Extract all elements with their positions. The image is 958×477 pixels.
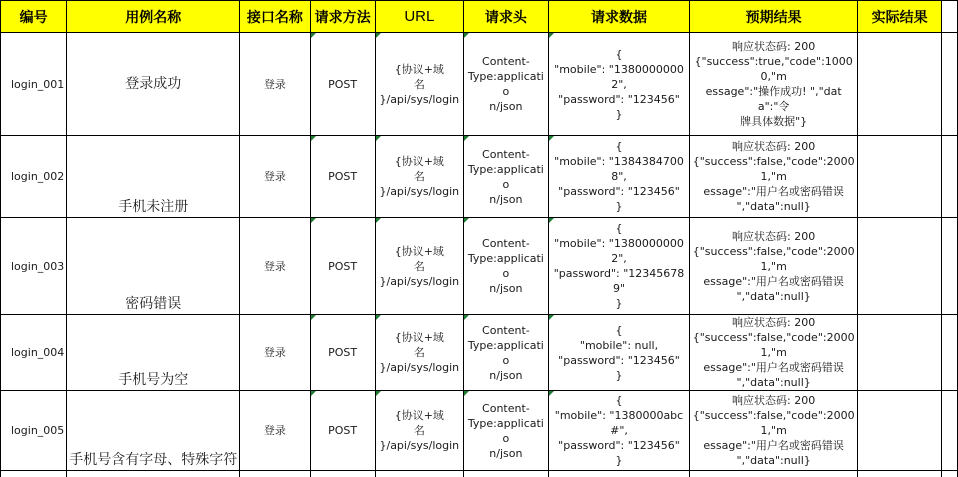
cell-actual-result[interactable] (858, 136, 942, 218)
cell-api-name[interactable] (240, 391, 310, 471)
cell-url-text: {协议+域 名 }/api/sys/login (376, 330, 463, 375)
cell-expected-result[interactable] (690, 33, 858, 136)
comment-marker-icon (549, 315, 554, 320)
cell-request-data-text: { "mobile": "1380000abc#", "password": "123456" } (549, 393, 689, 468)
cell-empty[interactable] (942, 315, 958, 391)
cell-partial[interactable] (375, 471, 463, 477)
header-row (1, 1, 958, 33)
cell-request-header-text: Content- Type:applicatio n/json (464, 323, 548, 383)
cell-id[interactable] (1, 315, 67, 391)
cell-request-data[interactable] (548, 315, 689, 391)
table-row (1, 33, 958, 136)
cell-expected-result[interactable] (690, 218, 858, 315)
header-api-name[interactable] (240, 1, 310, 33)
cell-id-text: login_002 (1, 169, 66, 184)
cell-case-name-text: 手机号含有字母、特殊字符 (67, 453, 239, 470)
cell-request-header-text: Content- Type:applicatio n/json (464, 147, 548, 207)
cell-request-data[interactable] (548, 136, 689, 218)
cell-case-name[interactable] (67, 391, 240, 471)
comment-marker-icon (549, 136, 554, 141)
cell-url-text: {协议+域 名 }/api/sys/login (376, 408, 463, 453)
cell-request-data[interactable] (548, 218, 689, 315)
header-url[interactable] (375, 1, 463, 33)
comment-marker-icon (549, 218, 554, 223)
cell-partial[interactable] (1, 471, 67, 477)
comment-marker-icon (464, 33, 469, 38)
comment-marker-icon (464, 391, 469, 396)
cell-url[interactable] (375, 33, 463, 136)
header-id-label: 编号 (20, 10, 48, 26)
cell-url[interactable] (375, 218, 463, 315)
cell-request-header[interactable] (463, 136, 548, 218)
cell-request-header[interactable] (463, 33, 548, 136)
comment-marker-icon (311, 136, 316, 141)
cell-case-name[interactable] (67, 33, 240, 136)
comment-marker-icon (549, 391, 554, 396)
cell-partial[interactable] (858, 471, 942, 477)
cell-request-data-text: { "mobile": "13800000002", "password": "123456" } (549, 47, 689, 122)
header-expected-result-label: 预期结果 (746, 10, 802, 26)
header-request-data[interactable] (548, 1, 689, 33)
comment-marker-icon (464, 136, 469, 141)
cell-partial[interactable] (942, 471, 958, 477)
cell-partial[interactable] (548, 471, 689, 477)
cell-api-name[interactable] (240, 33, 310, 136)
cell-actual-result[interactable] (858, 315, 942, 391)
cell-case-name-text: 登录成功 (67, 77, 239, 92)
cell-expected-result[interactable] (690, 391, 858, 471)
cell-partial[interactable] (690, 471, 858, 477)
header-request-data-label: 请求数据 (591, 10, 647, 26)
cell-method[interactable] (310, 315, 375, 391)
cell-request-data-text: { "mobile": null, "password": "123456" } (549, 323, 689, 383)
cell-request-header-text: Content- Type:applicatio n/json (464, 236, 548, 296)
cell-case-name[interactable] (67, 218, 240, 315)
comment-marker-icon (376, 218, 381, 223)
cell-expected-result-text: 响应状态码: 200 {"success":false,"code":20001,"m essage":"用户名或密码错误 ","data":null} (690, 315, 857, 390)
cell-request-header[interactable] (463, 315, 548, 391)
cell-expected-result[interactable] (690, 315, 858, 391)
header-request-header-label: 请求头 (485, 10, 527, 26)
cell-expected-result-text: 响应状态码: 200 {"success":false,"code":20001,"m essage":"用户名或密码错误 ","data":null} (690, 229, 857, 304)
header-empty[interactable] (942, 1, 958, 33)
cell-case-name-text: 手机未注册 (67, 200, 239, 217)
cell-expected-result-text: 响应状态码: 200 {"success":true,"code":10000,"m essage":"操作成功! ","data":"令 牌具体数据"} (690, 39, 857, 129)
cell-method-text: POST (311, 345, 375, 360)
cell-request-header-text: Content- Type:applicatio n/json (464, 54, 548, 114)
comment-marker-icon (376, 33, 381, 38)
comment-marker-icon (464, 315, 469, 320)
cell-empty[interactable] (942, 391, 958, 471)
cell-partial[interactable] (463, 471, 548, 477)
cell-actual-result[interactable] (858, 391, 942, 471)
cell-expected-result[interactable] (690, 136, 858, 218)
cell-url-text: {协议+域 名 }/api/sys/login (376, 62, 463, 107)
cell-method-text: POST (311, 259, 375, 274)
cell-id-text: login_001 (1, 77, 66, 92)
comment-marker-icon (311, 315, 316, 320)
cell-api-name[interactable] (240, 136, 310, 218)
comment-marker-icon (311, 33, 316, 38)
cell-empty[interactable] (942, 33, 958, 136)
header-actual-result-label: 实际结果 (872, 10, 928, 26)
cell-actual-result[interactable] (858, 33, 942, 136)
cell-case-name[interactable] (67, 136, 240, 218)
cell-id-text: login_003 (1, 259, 66, 274)
cell-id[interactable] (1, 391, 67, 471)
header-url-label: URL (404, 8, 434, 25)
cell-expected-result-text: 响应状态码: 200 {"success":false,"code":20001,"m essage":"用户名或密码错误 ","data":null} (690, 393, 857, 468)
cell-method[interactable] (310, 218, 375, 315)
cell-method[interactable] (310, 136, 375, 218)
cell-request-header[interactable] (463, 391, 548, 471)
header-case-name[interactable] (67, 1, 240, 33)
partial-row (1, 471, 958, 477)
comment-marker-icon (311, 218, 316, 223)
cell-partial[interactable] (67, 471, 240, 477)
table-row (1, 218, 958, 315)
cell-id[interactable] (1, 33, 67, 136)
header-request-header[interactable] (463, 1, 548, 33)
header-case-name-label: 用例名称 (125, 10, 181, 26)
cell-id[interactable] (1, 136, 67, 218)
cell-id[interactable] (1, 218, 67, 315)
cell-actual-result[interactable] (858, 218, 942, 315)
cell-method[interactable] (310, 33, 375, 136)
comment-marker-icon (376, 315, 381, 320)
cell-partial[interactable] (240, 471, 310, 477)
cell-api-name-text: 登录 (240, 345, 309, 360)
cell-url[interactable] (375, 391, 463, 471)
cell-request-data[interactable] (548, 33, 689, 136)
cell-id-text: login_004 (1, 345, 66, 360)
cell-method-text: POST (311, 423, 375, 438)
header-id[interactable] (1, 1, 67, 33)
comment-marker-icon (376, 391, 381, 396)
cell-partial[interactable] (310, 471, 375, 477)
header-actual-result[interactable] (858, 1, 942, 33)
header-method-label: 请求方法 (315, 10, 371, 26)
comment-marker-icon (311, 391, 316, 396)
cell-api-name[interactable] (240, 218, 310, 315)
cell-request-data-text: { "mobile": "13843847008", "password": "123456" } (549, 139, 689, 214)
cell-request-data-text: { "mobile": "13800000002", "password": "123456789" } (549, 221, 689, 311)
cell-case-name[interactable] (67, 315, 240, 391)
cell-request-header-text: Content- Type:applicatio n/json (464, 401, 548, 461)
cell-api-name-text: 登录 (240, 259, 309, 274)
comment-marker-icon (376, 136, 381, 141)
cell-request-header[interactable] (463, 218, 548, 315)
cell-method-text: POST (311, 77, 375, 92)
table-row (1, 136, 958, 218)
cell-url-text: {协议+域 名 }/api/sys/login (376, 154, 463, 199)
table-row (1, 391, 958, 471)
header-api-name-label: 接口名称 (247, 10, 303, 26)
cell-url[interactable] (375, 315, 463, 391)
table-row (1, 315, 958, 391)
cell-url-text: {协议+域 名 }/api/sys/login (376, 244, 463, 289)
cell-expected-result-text: 响应状态码: 200 {"success":false,"code":20001,"m essage":"用户名或密码错误 ","data":null} (690, 139, 857, 214)
cell-api-name-text: 登录 (240, 77, 309, 92)
cell-url[interactable] (375, 136, 463, 218)
cell-api-name[interactable] (240, 315, 310, 391)
comment-marker-icon (464, 218, 469, 223)
cell-empty[interactable] (942, 136, 958, 218)
header-method[interactable] (310, 1, 375, 33)
cell-request-data[interactable] (548, 391, 689, 471)
cell-empty[interactable] (942, 218, 958, 315)
cell-method[interactable] (310, 391, 375, 471)
cell-case-name-text: 密码错误 (67, 297, 239, 314)
cell-method-text: POST (311, 169, 375, 184)
cell-id-text: login_005 (1, 423, 66, 438)
cell-api-name-text: 登录 (240, 423, 309, 438)
cell-api-name-text: 登录 (240, 169, 309, 184)
cell-case-name-text: 手机号为空 (67, 373, 239, 390)
comment-marker-icon (549, 33, 554, 38)
header-expected-result[interactable] (690, 1, 858, 33)
